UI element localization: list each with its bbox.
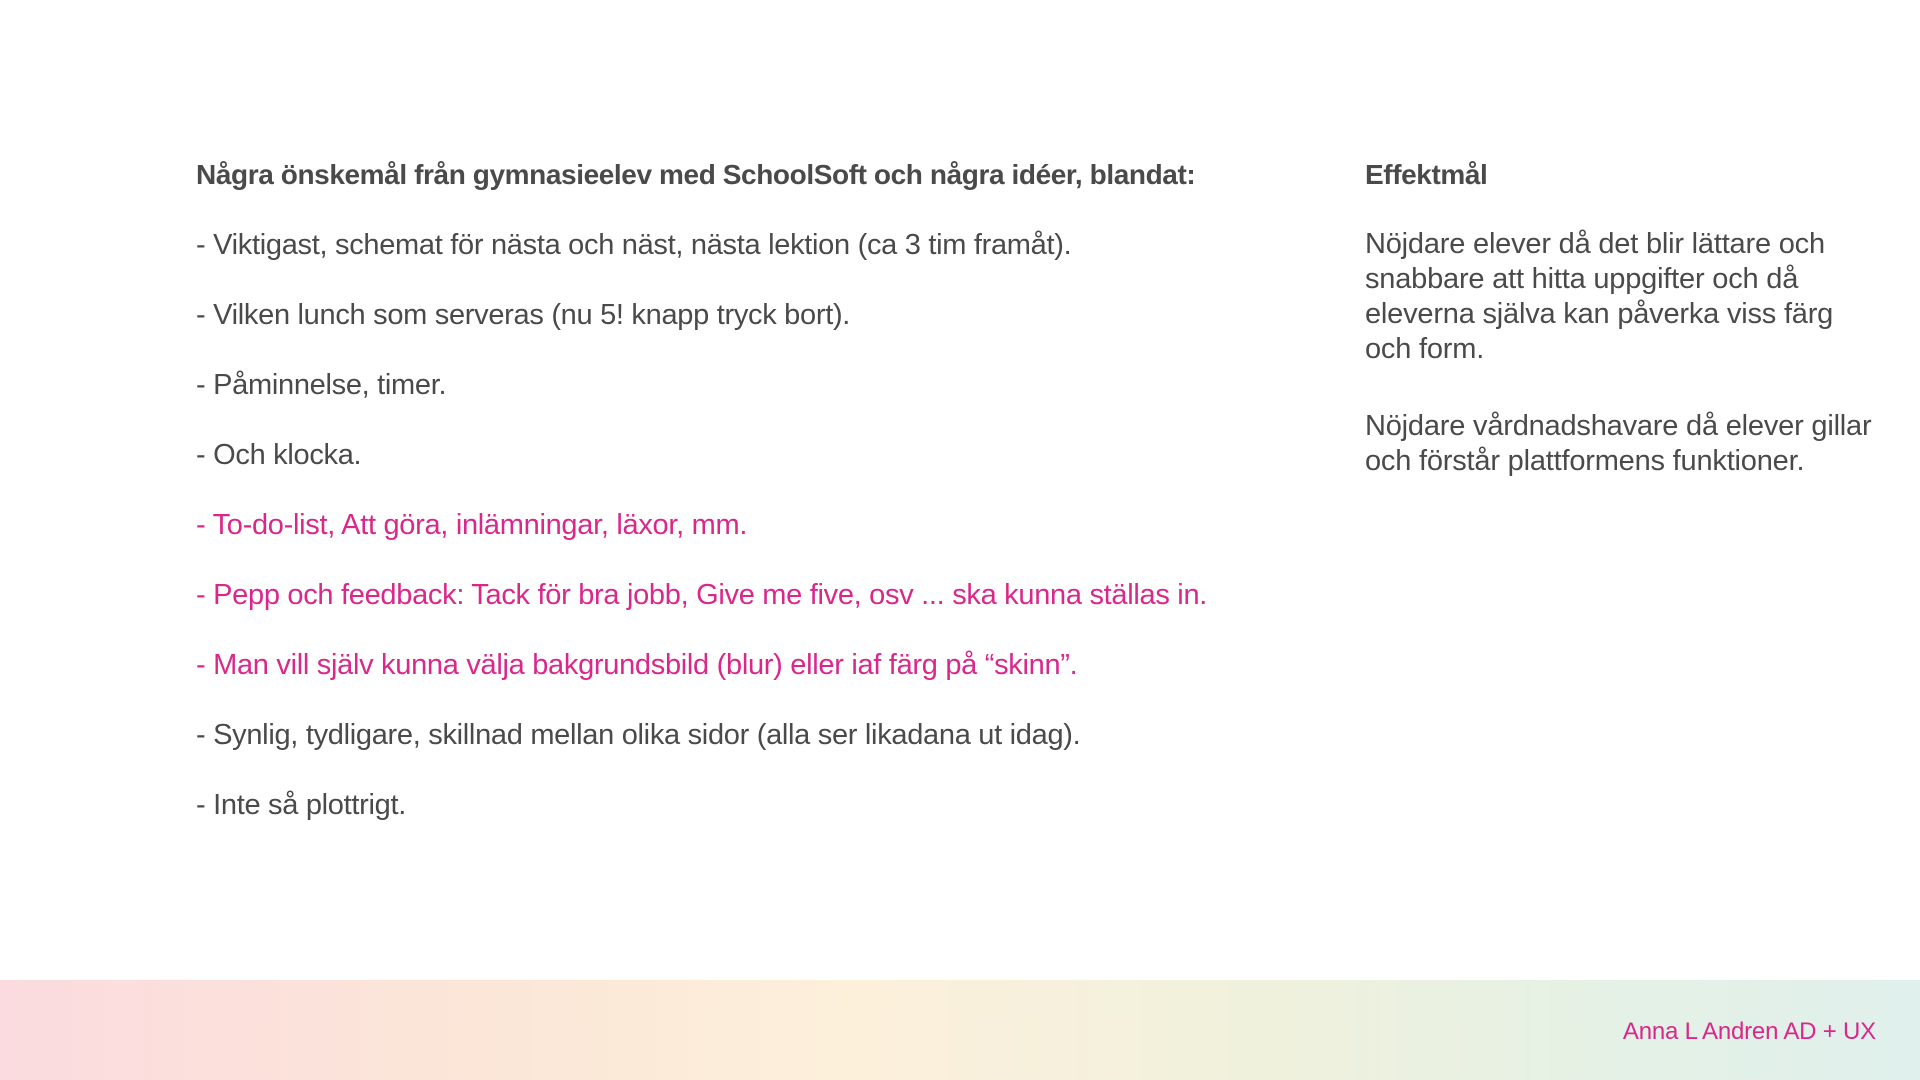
list-item: - Vilken lunch som serveras (nu 5! knapp tryck bort). [196,299,851,331]
effect-goals-heading: Effektmål [1365,159,1488,190]
list-item: - Och klocka. [196,439,362,471]
list-item: - Man vill själv kunna välja bakgrundsbild (blur) eller iaf färg på “skinn”. [196,649,1078,681]
list-item: - Synlig, tydligare, skillnad mellan olika sidor (alla ser likadana ut idag). [196,719,1081,751]
author-credit: Anna L Andren AD + UX [1622,1018,1876,1045]
list-item: - To-do-list, Att göra, inlämningar, läxor, mm. [196,509,748,541]
effect-goal-paragraph: Nöjdare elever då det blir lättare och snabbare att hitta uppgifter och då eleverna själva kan påverka viss färg och form. [1365,228,1834,365]
footer-band [0,980,1920,1080]
effect-goal-paragraph: Nöjdare vårdnadshavare då elever gillar och förstår plattformens funktioner. [1365,410,1872,477]
list-item: - Inte så plottrigt. [196,789,406,821]
wishlist-section [196,150,1296,850]
effect-goals-section [1365,150,1885,479]
list-item: - Pepp och feedback: Tack för bra jobb, Give me five, osv ... ska kunna ställas in. [196,579,1208,611]
list-item: - Viktigast, schemat för nästa och näst, nästa lektion (ca 3 tim framåt). [196,229,1072,261]
wishlist-heading: Några önskemål från gymnasieelev med SchoolSoft och några idéer, blandat: [196,159,1196,190]
list-item: - Påminnelse, timer. [196,369,447,401]
wishlist-list [196,220,1296,830]
